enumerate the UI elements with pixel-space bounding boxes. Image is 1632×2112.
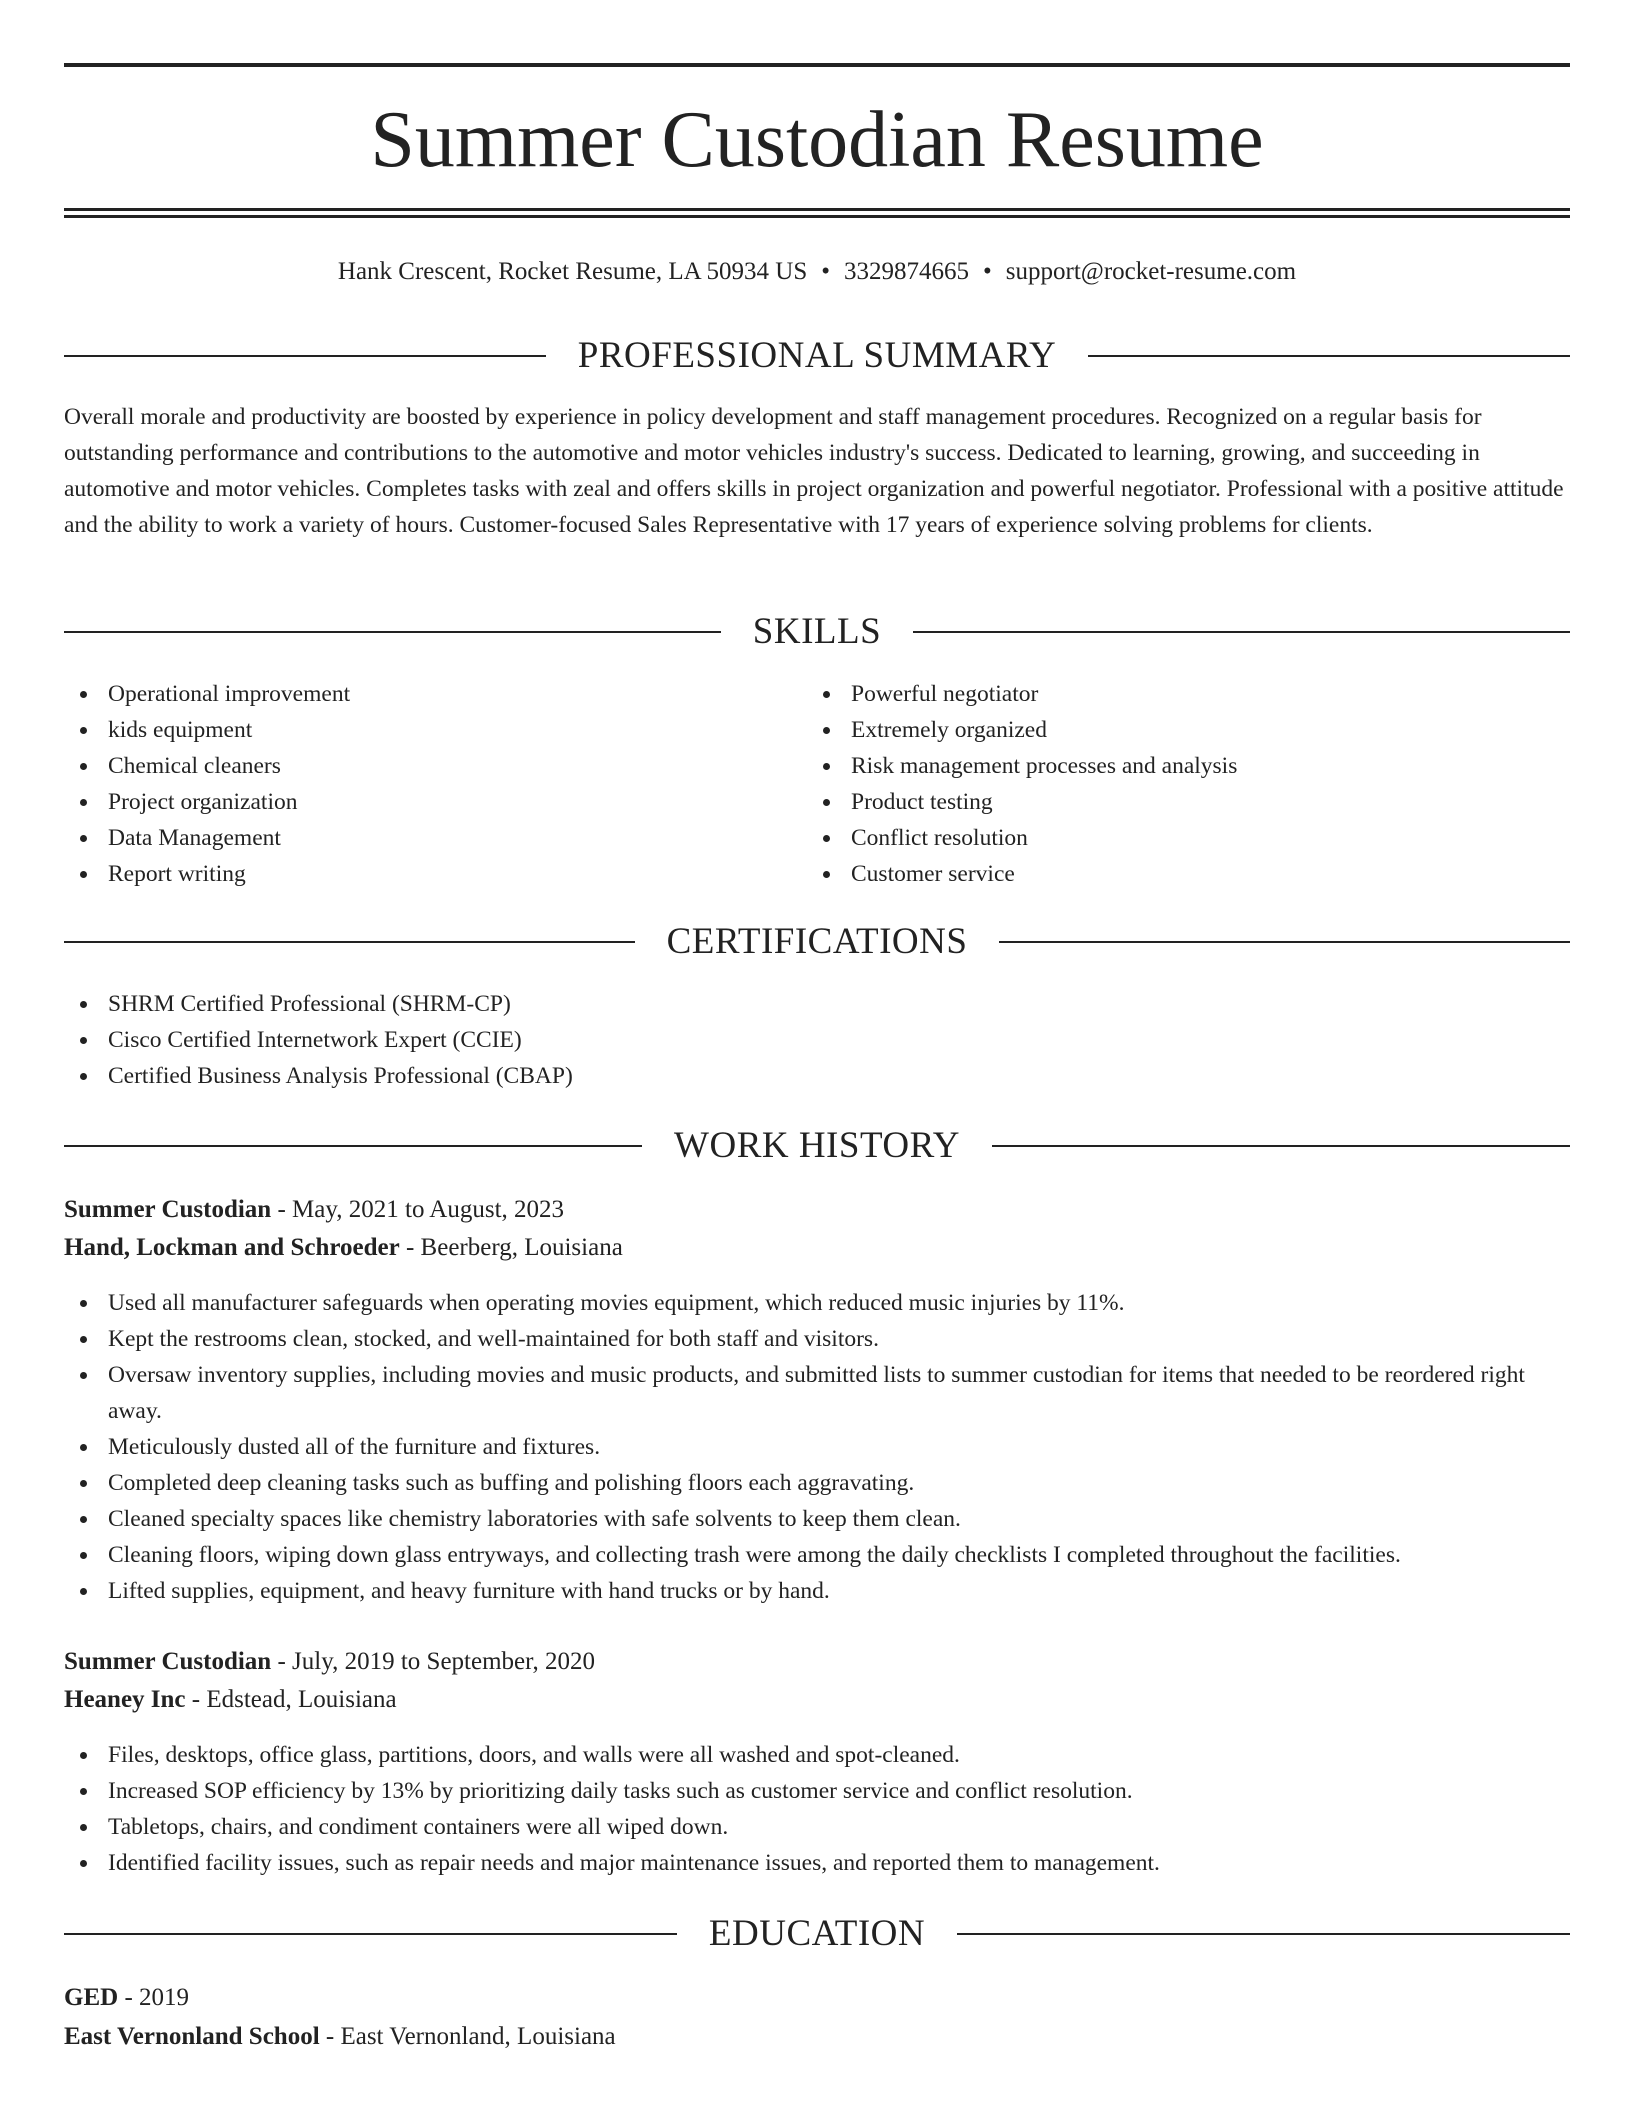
section-heading-education — [64, 1912, 1570, 1956]
skill-item: Chemical cleaners — [64, 748, 804, 784]
section-heading-summary — [64, 334, 1570, 378]
heading-rule — [957, 1933, 1570, 1935]
skill-item: Risk management processes and analysis — [807, 748, 1567, 784]
heading-rule — [999, 941, 1570, 943]
skills-list-left — [64, 676, 804, 892]
job-title-line — [64, 1191, 564, 1229]
section-heading-skills — [64, 610, 1570, 654]
contact-line — [64, 255, 1570, 289]
job-bullet: Used all manufacturer safeguards when operating movies equipment, which reduced music injuries by 11%. — [64, 1285, 1570, 1321]
education-year: - 2019 — [118, 1984, 190, 2011]
title-double-rule-lower — [64, 215, 1570, 218]
skill-item: Project organization — [64, 784, 804, 820]
education-location: - East Vernonland, Louisiana — [319, 2023, 616, 2050]
job-bullets — [64, 1737, 1570, 1881]
section-title: CERTIFICATIONS — [666, 921, 968, 962]
education-school: East Vernonland School — [64, 2023, 320, 2050]
contact-email: support@rocket-resume.com — [1005, 258, 1297, 285]
job-dates: - May, 2021 to August, 2023 — [271, 1196, 565, 1223]
job-bullet: Completed deep cleaning tasks such as buffing and polishing floors each aggravating. — [64, 1465, 1570, 1501]
certifications-list — [64, 986, 1570, 1094]
job-company: Heaney Inc — [64, 1686, 186, 1713]
job-bullet: Kept the restrooms clean, stocked, and well-maintained for both staff and visitors. — [64, 1321, 1570, 1357]
certification-item: Cisco Certified Internetwork Expert (CCIE) — [64, 1022, 1570, 1058]
job-title: Summer Custodian — [64, 1648, 272, 1675]
section-heading-certifications — [64, 920, 1570, 964]
summary-text: Overall morale and productivity are boosted by experience in policy development and staff management procedures. Recognized on a regular basis for outstanding performance and contributions to the automotive and motor vehicles industry's success. Dedicated to learning, growing, and succeeding in automotive and motor vehicles. Completes tasks with zeal and offers skills in project organization and powerful negotiator. Professional with a positive attitude and the ability to work a variety of hours. Customer-focused Sales Representative with 17 years of experience solving problems for clients. — [64, 404, 1564, 538]
job-bullet: Meticulously dusted all of the furniture and fixtures. — [64, 1429, 1570, 1465]
job-company-line — [64, 1229, 623, 1267]
skill-item: Extremely organized — [807, 712, 1567, 748]
certification-item: Certified Business Analysis Professional (CBAP) — [64, 1058, 1570, 1094]
section-heading-work-history — [64, 1124, 1570, 1168]
heading-rule — [992, 1145, 1570, 1147]
contact-phone: 3329874665 — [844, 258, 970, 285]
job-bullet: Increased SOP efficiency by 13% by prioritizing daily tasks such as customer service and conflict resolution. — [64, 1773, 1570, 1809]
job-title: Summer Custodian — [64, 1196, 272, 1223]
job-bullet: Cleaned specialty spaces like chemistry laboratories with safe solvents to keep them clean. — [64, 1501, 1570, 1537]
section-title: SKILLS — [752, 611, 882, 652]
heading-rule — [64, 355, 546, 357]
skills-list-right — [807, 676, 1567, 892]
job-dates: - July, 2019 to September, 2020 — [271, 1648, 595, 1675]
skill-item: Data Management — [64, 820, 804, 856]
job-company: Hand, Lockman and Schroeder — [64, 1234, 400, 1261]
section-title: EDUCATION — [708, 1913, 926, 1954]
job-bullets — [64, 1285, 1570, 1609]
job-bullet: Cleaning floors, wiping down glass entryways, and collecting trash were among the daily checklists I completed throughout the facilities. — [64, 1537, 1570, 1573]
heading-rule — [913, 631, 1570, 633]
job-company-line — [64, 1681, 397, 1719]
skill-item: Operational improvement — [64, 676, 804, 712]
job-location: - Edstead, Louisiana — [185, 1686, 397, 1713]
section-title: PROFESSIONAL SUMMARY — [577, 335, 1057, 376]
heading-rule — [1088, 355, 1570, 357]
job-bullet: Files, desktops, office glass, partitions, doors, and walls were all washed and spot-cleaned. — [64, 1737, 1570, 1773]
title-double-rule-upper — [64, 208, 1570, 211]
contact-separator: • — [983, 258, 992, 285]
job-bullet: Oversaw inventory supplies, including movies and music products, and submitted lists to summer custodian for items that needed to be reordered right away. — [64, 1357, 1570, 1429]
skill-item: Conflict resolution — [807, 820, 1567, 856]
job-bullet: Identified facility issues, such as repair needs and major maintenance issues, and reported them to management. — [64, 1845, 1570, 1881]
heading-rule — [64, 1933, 677, 1935]
skill-item: Powerful negotiator — [807, 676, 1567, 712]
heading-rule — [64, 631, 721, 633]
heading-rule — [64, 941, 635, 943]
resume-title: Summer Custodian Resume — [370, 96, 1264, 184]
education-school-line — [64, 2018, 616, 2056]
contact-separator: • — [821, 258, 831, 285]
section-title: WORK HISTORY — [674, 1125, 960, 1166]
heading-rule — [64, 1145, 642, 1147]
skill-item: kids equipment — [64, 712, 804, 748]
contact-address: Hank Crescent, Rocket Resume, LA 50934 US — [337, 258, 808, 285]
education-degree-line — [64, 1979, 189, 2017]
job-location: - Beerberg, Louisiana — [399, 1234, 623, 1261]
skill-item: Product testing — [807, 784, 1567, 820]
certification-item: SHRM Certified Professional (SHRM-CP) — [64, 986, 1570, 1022]
job-bullet: Lifted supplies, equipment, and heavy furniture with hand trucks or by hand. — [64, 1573, 1570, 1609]
job-bullet: Tabletops, chairs, and condiment containers were all wiped down. — [64, 1809, 1570, 1845]
job-title-line — [64, 1643, 595, 1681]
education-degree: GED — [64, 1984, 119, 2011]
skill-item: Report writing — [64, 856, 804, 892]
top-rule — [64, 63, 1570, 67]
skill-item: Customer service — [807, 856, 1567, 892]
